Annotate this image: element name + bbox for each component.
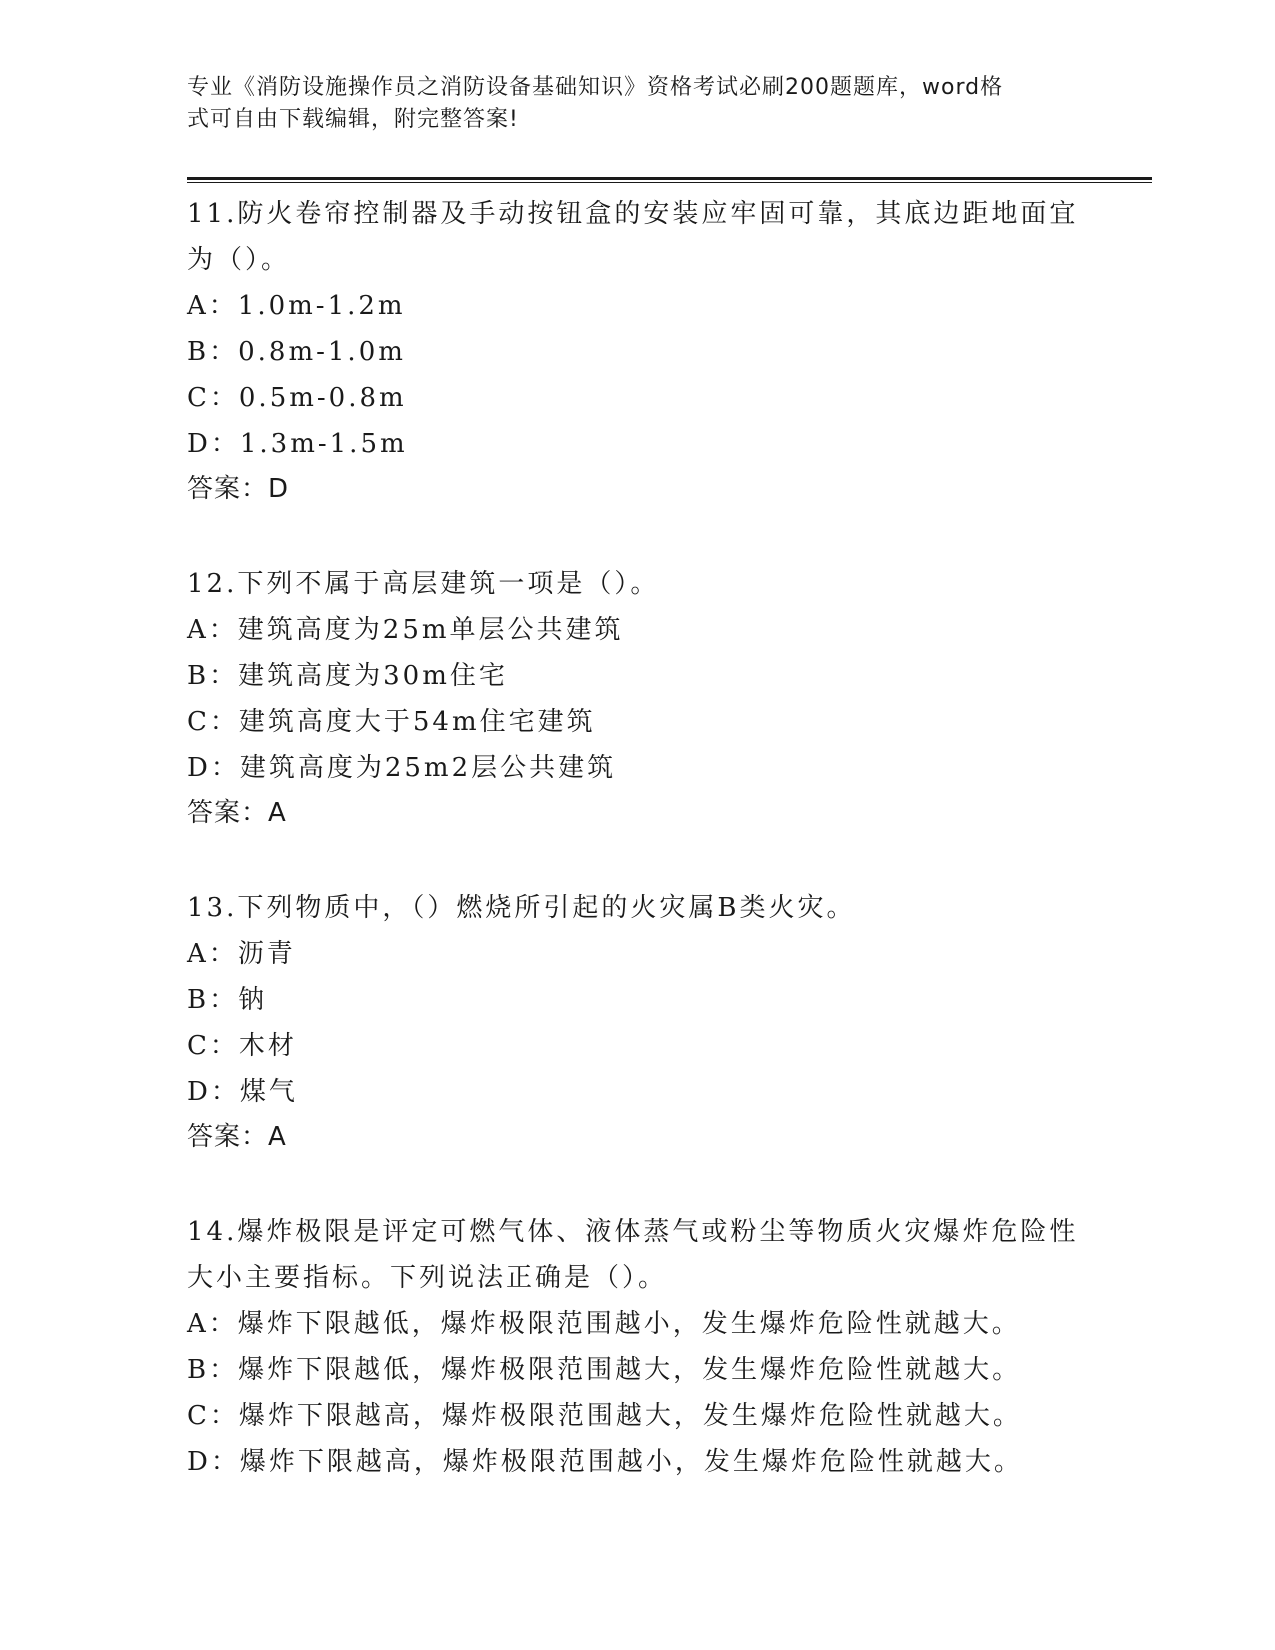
question-stem-line-2: 大小主要指标。下列说法正确是（）。 (187, 1263, 668, 1293)
option-a: A：沥青 (187, 939, 296, 969)
question-list (187, 191, 1087, 1485)
option-c: C：0.5m-0.8m (187, 383, 407, 413)
option-b: B：爆炸下限越低，爆炸极限范围越大，发生爆炸危险性就越大。 (187, 1355, 1022, 1385)
option-b: B：钠 (187, 985, 268, 1015)
option-b: B：0.8m-1.0m (187, 337, 406, 367)
option-d: D：建筑高度为25m2层公共建筑 (187, 753, 617, 783)
option-b: B：建筑高度为30m住宅 (187, 661, 508, 691)
question-13 (187, 885, 1087, 1157)
question-stem-line-2: 为（）。 (187, 245, 291, 275)
question-stem-line-1: 12.下列不属于高层建筑一项是（）。 (187, 569, 660, 599)
question-12 (187, 561, 1087, 833)
option-d: D：爆炸下限越高，爆炸极限范围越小，发生爆炸危险性就越大。 (187, 1447, 1023, 1477)
document-header (187, 72, 1077, 136)
answer: 答案：A (187, 1122, 287, 1152)
answer: 答案：A (187, 798, 287, 828)
question-11 (187, 191, 1087, 509)
option-a: A：爆炸下限越低，爆炸极限范围越小，发生爆炸危险性就越大。 (187, 1309, 1021, 1339)
header-line-2: 式可自由下载编辑，附完整答案! (187, 107, 519, 132)
option-c: C：木材 (187, 1031, 297, 1061)
option-d: D：1.3m-1.5m (187, 429, 408, 459)
question-stem-line-1: 11.防火卷帘控制器及手动按钮盒的安装应牢固可靠，其底边距地面宜 (187, 199, 1079, 229)
option-c: C：爆炸下限越高，爆炸极限范围越大，发生爆炸危险性就越大。 (187, 1401, 1022, 1431)
option-a: A：建筑高度为25m单层公共建筑 (187, 615, 624, 645)
option-d: D：煤气 (187, 1077, 298, 1107)
answer: 答案：D (187, 474, 290, 504)
question-stem-line-1: 14.爆炸极限是评定可燃气体、液体蒸气或粉尘等物质火灾爆炸危险性 (187, 1217, 1079, 1247)
option-c: C：建筑高度大于54m住宅建筑 (187, 707, 596, 737)
header-divider (187, 177, 1152, 183)
option-a: A：1.0m-1.2m (187, 291, 406, 321)
question-stem-line-1: 13.下列物质中，（）燃烧所引起的火灾属B类火灾。 (187, 893, 856, 923)
header-line-1: 专业《消防设施操作员之消防设备基础知识》资格考试必刷200题题库，word格 (187, 75, 1004, 100)
question-14 (187, 1209, 1087, 1485)
